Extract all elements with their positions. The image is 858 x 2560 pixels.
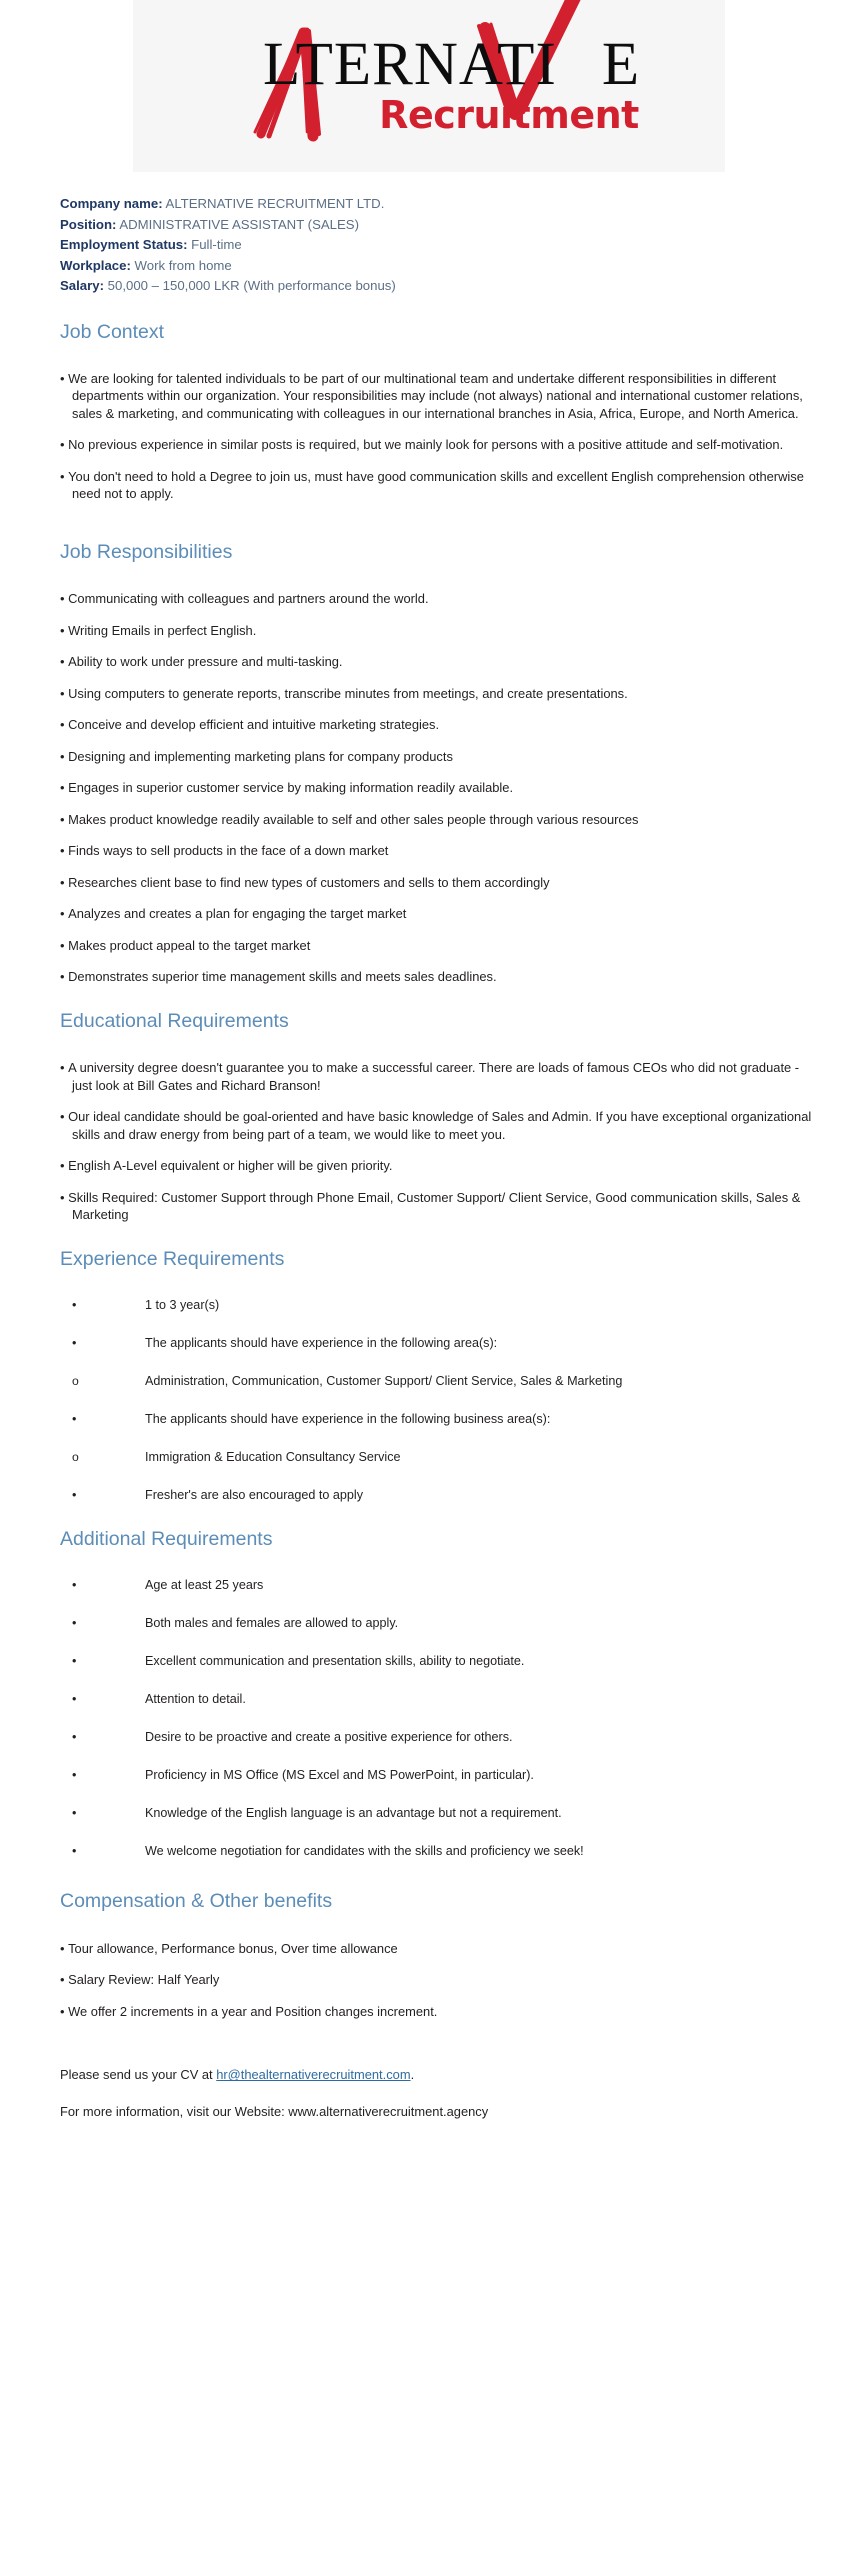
section-compensation <box>60 1890 820 2020</box>
meta-row-salary <box>60 276 800 297</box>
list-item: • You don't need to hold a Degree to join us, must have good communication skills and excellent English comprehension otherwise need not to apply. <box>60 468 820 503</box>
bullet-marker: • <box>72 1844 77 1859</box>
experience-requirements-list <box>60 1297 820 1504</box>
logo-letter-a <box>218 31 263 98</box>
list-item: • Researches client base to find new types of customers and sells to them accordingly <box>60 874 820 892</box>
list-item: • Designing and implementing marketing plans for company products <box>60 748 820 766</box>
bullet-marker: • <box>72 1488 77 1503</box>
educational-requirements-list <box>60 1059 820 1224</box>
website-line: For more information, visit our Website: www.alternativerecruitment.agency <box>60 2104 489 2120</box>
list-item <box>60 1487 820 1504</box>
educational-requirements-heading: Educational Requirements <box>60 1009 289 1032</box>
section-experience-requirements <box>60 1248 820 1504</box>
list-item: • Finds ways to sell products in the face of a down market <box>60 842 820 860</box>
list-item: • Ability to work under pressure and multi-tasking. <box>60 653 820 671</box>
list-item: • Conceive and develop efficient and intuitive marketing strategies. <box>60 716 820 734</box>
workplace-label: Workplace: <box>60 257 131 273</box>
compensation-list <box>60 1940 820 2021</box>
meta-row-position <box>60 215 800 236</box>
bullet-marker: • <box>72 1806 77 1821</box>
list-item-text: Age at least 25 years <box>145 1578 264 1593</box>
bullet-marker: • <box>72 1412 77 1427</box>
list-item: • No previous experience in similar posts is required, but we mainly look for persons with a positive attitude and self-motivation. <box>60 436 820 454</box>
list-item <box>60 1297 820 1314</box>
list-item: • English A-Level equivalent or higher will be given priority. <box>60 1157 820 1175</box>
list-item <box>60 1373 820 1390</box>
salary-label: Salary: <box>60 278 104 293</box>
company-name-value: ALTERNATIVE RECRUITMENT LTD. <box>165 196 385 211</box>
list-item-text: Knowledge of the English language is an advantage but not a requirement. <box>145 1806 562 1821</box>
list-item: • Demonstrates superior time management skills and meets sales deadlines. <box>60 968 820 986</box>
list-item: • Engages in superior customer service by making information readily available. <box>60 779 820 797</box>
job-context-heading: Job Context <box>60 320 165 343</box>
list-item-text: The applicants should have experience in the following business area(s): <box>145 1412 551 1427</box>
section-job-responsibilities <box>60 541 820 986</box>
list-item: • We offer 2 increments in a year and Position changes increment. <box>60 2003 820 2021</box>
bullet-marker: • <box>72 1692 77 1707</box>
logo-wordmark <box>218 31 641 98</box>
logo-letters-mid: LTERNATI <box>262 31 557 98</box>
cv-instruction-line <box>60 2066 800 2083</box>
list-item-text: The applicants should have experience in the following area(s): <box>145 1336 498 1351</box>
cv-instruction-suffix: . <box>410 2067 415 2083</box>
bullet-marker: • <box>72 1730 77 1745</box>
job-context-list <box>60 370 820 503</box>
bullet-marker: o <box>72 1450 79 1465</box>
meta-row-company <box>60 194 800 215</box>
company-logo <box>133 0 725 172</box>
list-item: • Makes product appeal to the target market <box>60 937 820 955</box>
bullet-marker: • <box>72 1336 77 1351</box>
bullet-marker: • <box>72 1768 77 1783</box>
position-label: Position: <box>60 216 117 232</box>
employment-status-value: Full-time <box>191 237 242 252</box>
list-item-text: Excellent communication and presentation skills, ability to negotiate. <box>145 1654 525 1669</box>
list-item <box>60 1335 820 1352</box>
list-item: • Analyzes and creates a plan for engaging the target market <box>60 905 820 923</box>
logo-letter-v <box>557 31 602 98</box>
list-item <box>60 1449 820 1466</box>
bullet-marker: o <box>72 1374 79 1389</box>
list-item-text: Desire to be proactive and create a positive experience for others. <box>145 1730 513 1745</box>
salary-value: 50,000 – 150,000 LKR (With performance bonus) <box>107 278 396 293</box>
employment-status-label: Employment Status: <box>60 237 188 252</box>
cv-instruction-prefix: Please send us your CV at <box>60 2067 217 2083</box>
list-item: • Skills Required: Customer Support through Phone Email, Customer Support/ Client Service, Good communication skills, Sales & Marketing <box>60 1189 820 1224</box>
list-item: • Makes product knowledge readily available to self and other sales people through various resources <box>60 811 820 829</box>
list-item-text: Proficiency in MS Office (MS Excel and MS PowerPoint, in particular). <box>145 1768 534 1783</box>
hr-email-link[interactable]: hr@thealternativerecruitment.com <box>216 2067 411 2083</box>
list-item: • Salary Review: Half Yearly <box>60 1971 820 1989</box>
logo-band <box>0 0 858 180</box>
list-item <box>60 1615 820 1632</box>
list-item: • Tour allowance, Performance bonus, Over time allowance <box>60 1940 820 1958</box>
list-item <box>60 1411 820 1428</box>
section-job-context <box>60 321 820 503</box>
logo-subtitle: Recruitment <box>379 93 639 137</box>
list-item-text: Administration, Communication, Customer Support/ Client Service, Sales & Marketing <box>145 1374 623 1389</box>
list-item-text: Both males and females are allowed to apply. <box>145 1616 399 1631</box>
list-item-text: We welcome negotiation for candidates with the skills and proficiency we seek! <box>145 1844 584 1859</box>
list-item-text: Attention to detail. <box>145 1692 246 1707</box>
job-meta-block <box>60 194 800 297</box>
additional-requirements-heading: Additional Requirements <box>60 1528 273 1551</box>
bullet-marker: • <box>72 1654 77 1669</box>
list-item: • Communicating with colleagues and partners around the world. <box>60 590 820 608</box>
list-item-text: Immigration & Education Consultancy Service <box>145 1450 401 1465</box>
job-responsibilities-list <box>60 590 820 986</box>
list-item <box>60 1691 820 1708</box>
additional-requirements-list <box>60 1577 820 1860</box>
bullet-marker: • <box>72 1616 77 1631</box>
section-educational-requirements <box>60 1010 820 1224</box>
list-item-text: Fresher's are also encouraged to apply <box>145 1488 364 1503</box>
compensation-heading: Compensation & Other benefits <box>60 1890 333 1913</box>
list-item: • Using computers to generate reports, transcribe minutes from meetings, and create presentations. <box>60 685 820 703</box>
experience-requirements-heading: Experience Requirements <box>60 1247 285 1270</box>
workplace-value: Work from home <box>134 257 232 273</box>
list-item: • Our ideal candidate should be goal-oriented and have basic knowledge of Sales and Admin. If you have exceptional organizational skills and draw energy from being part of a team, we would like to meet you. <box>60 1108 820 1143</box>
meta-row-employment <box>60 235 800 256</box>
list-item-text: 1 to 3 year(s) <box>145 1298 220 1313</box>
position-value: ADMINISTRATIVE ASSISTANT (SALES) <box>119 216 359 232</box>
list-item <box>60 1729 820 1746</box>
list-item: • We are looking for talented individuals to be part of our multinational team and undertake different responsibilities in different departments within our organization. Your responsibilities may include (not always) national and international customer relations, sales & marketing, and communicating with colleagues in our international branches in Asia, Africa, Europe, and North America. <box>60 370 820 423</box>
job-responsibilities-heading: Job Responsibilities <box>60 540 233 563</box>
section-additional-requirements <box>60 1528 820 1860</box>
company-name-label: Company name: <box>60 196 163 211</box>
list-item: • Writing Emails in perfect English. <box>60 622 820 640</box>
list-item <box>60 1577 820 1594</box>
bullet-marker: • <box>72 1298 77 1313</box>
footer-contact <box>60 2066 800 2120</box>
list-item <box>60 1843 820 1860</box>
list-item <box>60 1767 820 1784</box>
list-item <box>60 1805 820 1822</box>
bullet-marker: • <box>72 1578 77 1593</box>
meta-row-workplace <box>60 256 800 277</box>
list-item <box>60 1653 820 1670</box>
logo-letter-e: E <box>601 31 641 98</box>
list-item: • A university degree doesn't guarantee you to make a successful career. There are loads of famous CEOs who did not graduate - just look at Bill Gates and Richard Branson! <box>60 1059 820 1094</box>
